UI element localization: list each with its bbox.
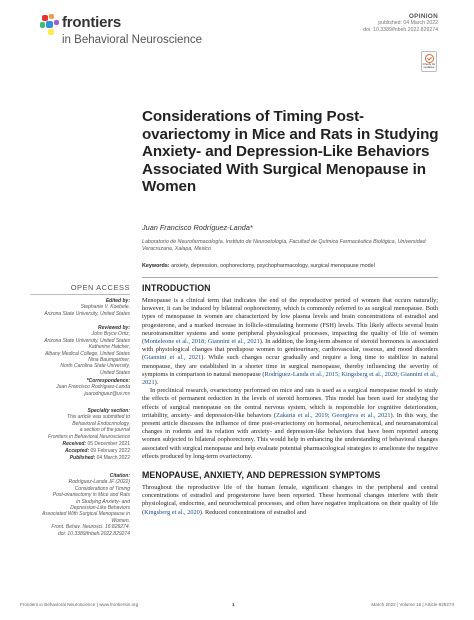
specialty-line: Behavioral Endocrinology,	[72, 420, 130, 427]
intro-paragraph-2: In preclinical research, ovariectomy performed on mice and rats is used as a surgical menopause model to study the effects of permanent reduction in the levels of steroid hormones. This model has been used for studying the effects of surgical menopause on the central nervous system, which is responsible for cognitive deterioration, irritability, anxiety- and depression-like behaviors (Zakaria et al., 2019; Georgieva et al., 2021). In this way, the present article discusses the influence of time post-ovariectomy on hormonal, neurochemical, and neuroanatomical changes in rodents and its relation with anxiety- and depression-like behaviors that have been reported among women subjected to bilateral oophorectomy. This would help in enhancing the understanding of behavioral changes associated with surgical menopause and help evaluate potential pharmacological strategies to ameliorate the negative effects produced by long-term ovariectomy.	[142, 387, 438, 460]
updates-line1: Check for	[422, 62, 436, 66]
page-footer	[20, 602, 454, 612]
accepted-date: Accepted: 09 February 2022	[64, 448, 130, 455]
footer-issue: March 2022 | Volume 16 | Article 829274	[371, 602, 454, 607]
author[interactable]: Juan Francisco Rodríguez-Landa*	[142, 223, 253, 232]
citation-line: Front. Behav. Neurosci. 16:829274.	[51, 524, 130, 531]
citation-line: Associated With Surgical Menopause in Women.	[41, 511, 130, 524]
reviewer-line: Nina Baumgartner,	[88, 357, 130, 364]
updates-line2: updates	[423, 65, 435, 70]
divider	[142, 277, 438, 278]
received-date: Received: 05 December 2021	[62, 441, 130, 447]
citation-line: Post-ovariectomy in Mice and Rats	[52, 492, 130, 499]
specialty-line: a section of the journal	[79, 427, 130, 434]
citation-line: Considerations of Timing	[74, 485, 130, 492]
citation-block	[30, 473, 130, 537]
frontiers-logo-icon	[40, 14, 60, 36]
specialty-label: Specialty section:	[87, 408, 130, 414]
doi[interactable]: doi: 10.3389/fnbeh.2022.829274	[363, 27, 438, 33]
correspondence-email[interactable]: juarodriguez@uv.mx	[84, 390, 130, 397]
logo-name: frontiers	[62, 14, 122, 31]
published-date: published: 04 March 2022	[378, 20, 438, 26]
citation-link[interactable]: Rodríguez-Landa et al., 2015; Kingsberg et al., 2020; Giannini et al., 2021	[142, 370, 438, 387]
published-date-sidebar: Published: 04 March 2022	[69, 455, 130, 462]
citation-link[interactable]: Monteleone et al., 2018; Giannini et al., 2021	[144, 338, 260, 346]
citation-label: Citation:	[109, 473, 130, 479]
article-type: OPINION	[408, 13, 438, 20]
citation-link[interactable]: Zakaria et al., 2019; Georgieva et al., 2021	[276, 411, 391, 419]
reviewer-line: Katherine Hatcher,	[88, 344, 130, 351]
correspondence-name: Juan Francisco Rodríguez-Landa	[56, 384, 130, 391]
citation-doi[interactable]: doi: 10.3389/fnbeh.2022.829274	[57, 530, 130, 537]
intro-paragraph-1: Menopause is a clinical term that indicates the end of the reproductive period of women that occurs naturally; however, it can be induced by bilateral oophorectomy, which is commonly referred to as surgical menopause. Both types of menopause in women are characterized by low plasma levels and brain concentrations of estradiol and progesterone, and a marked increase in follicle-stimulating hormone (FSH) levels. This likely affects several brain neurotransmitter systems and some peripheral physiological processes, impacting the quality of life of women (Monteleone et al., 2018; Giannini et al., 2021). In addition, the long-term absence of steroid hormones is associated with physiological changes that predispose women to genitourinary, cardiovascular, osseous, and mood disorders (Giannini et al., 2021). While such changes occur gradually and require a long time to stabilize in natural menopause, they are established in a shorter time in surgical menopause, thereby influencing the severity of symptoms in comparison to natural menopause (Rodríguez-Landa et al., 2015; Kingsberg et al., 2020; Giannini et al., 2021).	[142, 297, 438, 387]
reviewer-line: North Carolina State University,	[60, 363, 130, 370]
check-updates-icon	[425, 54, 434, 63]
reviewed-by-block	[30, 325, 130, 376]
footer-journal[interactable]: Frontiers in Behavioral Neuroscience | www.frontiersin.org	[20, 602, 139, 607]
section-heading-menopause: MENOPAUSE, ANXIETY, AND DEPRESSION SYMPTOMS	[142, 470, 381, 481]
specialty-line: This article was submitted to	[66, 414, 130, 421]
edited-by-label: Edited by:	[105, 298, 130, 304]
editor-name: Stephanie V. Koebele,	[80, 304, 130, 311]
article-title: Considerations of Timing Post-ovariectomy in Mice and Rats in Studying Anxiety- and Depression-Like Behaviors Associated With Surgical Menopause in Women	[142, 108, 439, 196]
keywords	[142, 263, 452, 270]
menopause-paragraph-1: Throughout the reproductive life of the human female, significant changes in the peripheral and central concentrations of estradiol and progesterone have been reported. These hormonal changes interfere with their physiological, endocrine, and neurochemical processes, and often have negative implications on their quality of life (Kingsberg et al., 2020). Reduced concentrations of estradiol and	[142, 484, 438, 516]
open-access-label: OPEN ACCESS	[70, 283, 130, 292]
reviewer-line: Albany Medical College, United States	[44, 350, 130, 357]
frontiers-logo[interactable]	[40, 14, 202, 54]
page-header	[0, 0, 474, 80]
dates-block	[30, 441, 130, 463]
specialty-block	[30, 408, 130, 440]
reviewer-line: United States	[99, 369, 130, 376]
correspondence-block	[30, 378, 130, 397]
page-number: 1	[232, 602, 235, 607]
reviewer-line: Arizona State University, United States	[44, 337, 130, 344]
section-heading-introduction: INTRODUCTION	[142, 283, 211, 293]
check-for-updates-button[interactable]	[421, 51, 437, 72]
citation-link[interactable]: Giannini et al., 2021	[144, 354, 202, 362]
citation-line: in Studying Anxiety- and	[76, 498, 130, 505]
reviewed-by-label: Reviewed by:	[98, 325, 130, 331]
specialty-line: Frontiers in Behavioral Neuroscience	[48, 433, 130, 440]
reviewer-line: John Bryce Ortiz,	[91, 331, 130, 338]
keywords-list: anxiety, depression, oophorectomy, psychopharmacology, surgical menopause model	[171, 263, 375, 269]
citation-link[interactable]: Kingsberg et al., 2020	[144, 508, 200, 516]
journal-name: in Behavioral Neuroscience	[62, 34, 202, 46]
edited-by-block	[30, 298, 130, 317]
article-meta	[363, 13, 438, 34]
keywords-label: Keywords:	[142, 263, 170, 269]
correspondence-label: *Correspondence:	[86, 378, 130, 384]
citation-line: Rodríguez-Landa JF (2022)	[68, 479, 130, 486]
citation-line: Depression-Like Behaviors	[70, 505, 130, 512]
body-column	[142, 283, 438, 517]
editor-affiliation: Arizona State University, United States	[44, 310, 130, 317]
affiliation: Laboratorio de Neurofarmacología, Instituto de Neuroetología, Facultad de Química Farmacéutica Biológica, Universidad Veracruzana, Xalapa, Mexico	[142, 239, 426, 252]
